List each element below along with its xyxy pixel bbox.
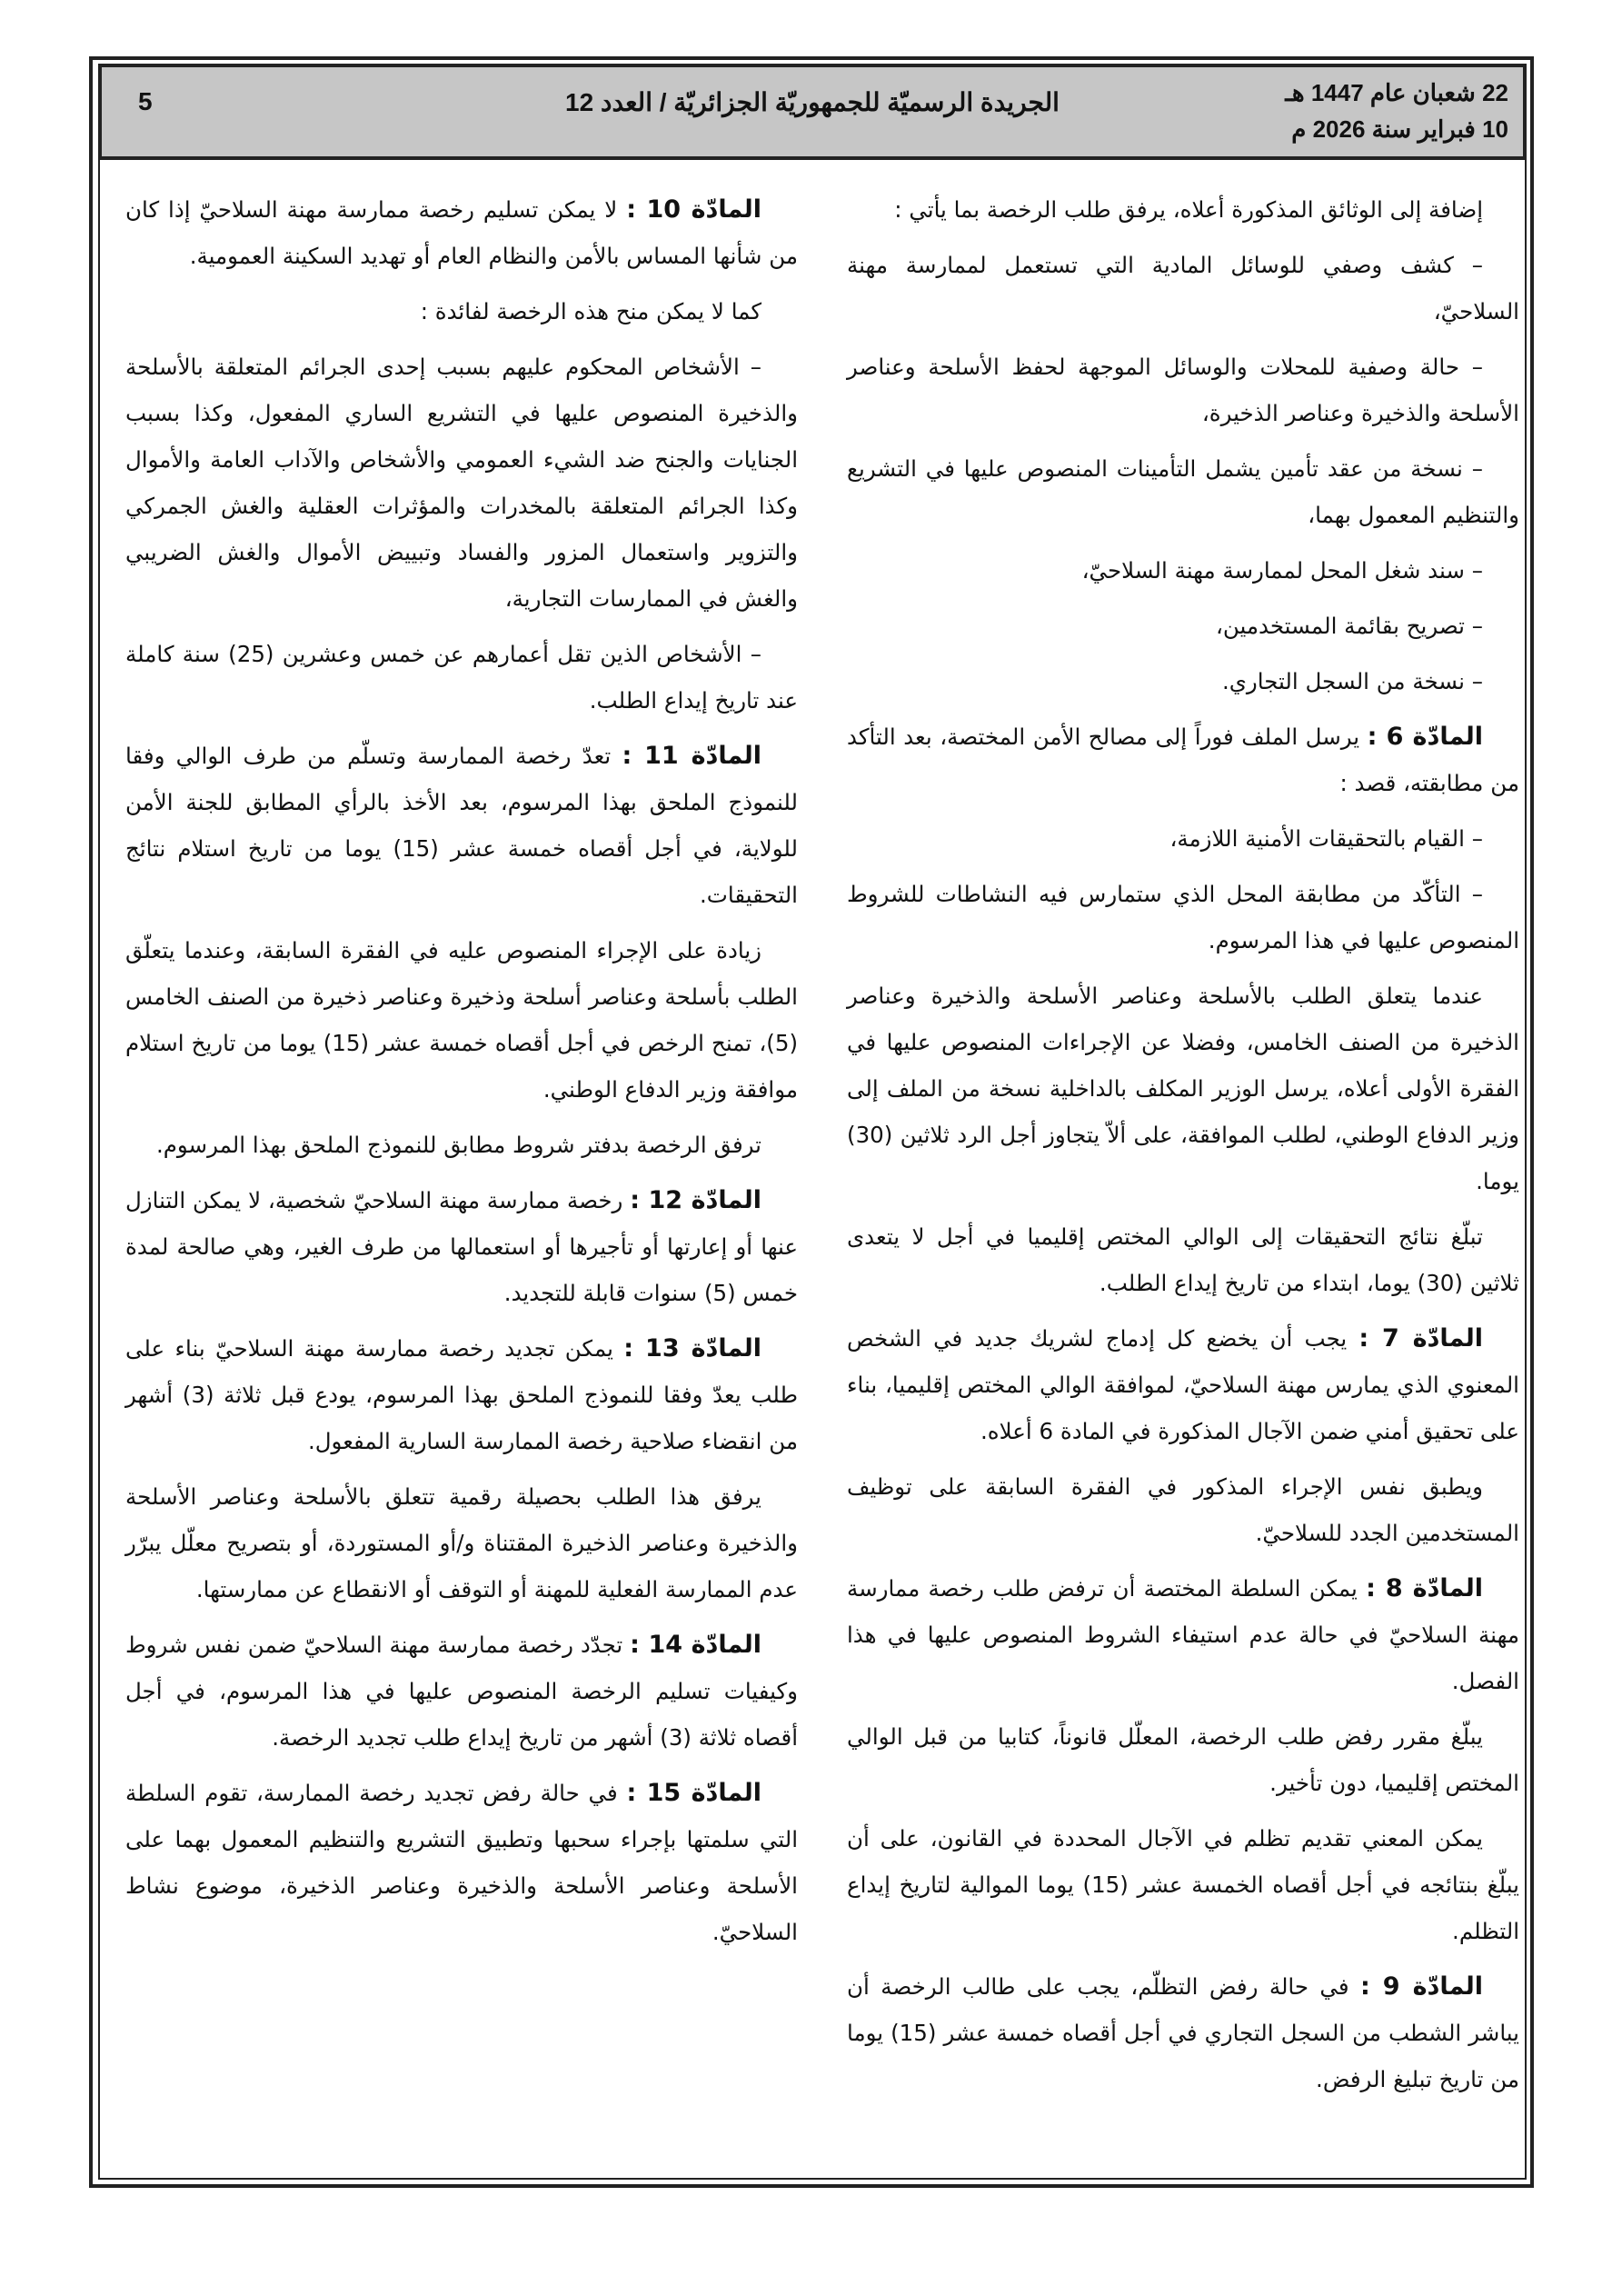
article-label: المادّة 7 :	[1358, 1324, 1484, 1353]
paragraph-text: رخصة ممارسة مهنة السلاحيّ شخصية، لا يمكن التنازل عنها أو إعارتها أو تأجيرها أو استعمالها من طرف الغير، وهي صالحة لمدة خمس (5) سنوات قابلة للتجديد.	[125, 1187, 798, 1306]
paragraph-text: – سند شغل المحل لممارسة مهنة السلاحيّ،	[1081, 557, 1483, 584]
paragraph	[847, 1213, 1519, 1306]
article-label: المادّة 10 :	[626, 195, 762, 224]
article-paragraph	[847, 1565, 1519, 1704]
paragraph-text: تبلّغ نتائج التحقيقات إلى الوالي المختص إقليميا في أجل لا يتعدى ثلاثين (30) يوما، ابتداء من تاريخ إيداع الطلب.	[847, 1223, 1519, 1296]
paragraph-text: – التأكّد من مطابقة المحل الذي ستمارس فيه النشاطات للشروط المنصوص عليها في هذا المرسوم.	[847, 881, 1519, 953]
paragraph-text: يمكن المعني تقديم تظلم في الآجال المحددة في القانون، على أن يبلّغ بنتائجه في أجل أقصاه الخمسة عشر (15) يوما الموالية لتاريخ إيداع التظلم.	[847, 1825, 1519, 1944]
gregorian-date: 10 فبراير سنة 2026 م	[1291, 115, 1508, 143]
article-label: المادّة 8 :	[1366, 1574, 1484, 1602]
paragraph-text: يمكن السلطة المختصة أن ترفض طلب رخصة ممارسة مهنة السلاحيّ في حالة عدم استيفاء الشروط المنصوص عليها في هذا الفصل.	[847, 1575, 1519, 1694]
paragraph-text: – تصريح بقائمة المستخدمين،	[1215, 613, 1483, 639]
article-paragraph	[125, 1622, 798, 1761]
paragraph	[847, 186, 1519, 233]
paragraph	[847, 815, 1519, 862]
article-label: المادّة 6 :	[1367, 723, 1483, 751]
paragraph	[125, 344, 798, 622]
paragraph	[847, 547, 1519, 594]
paragraph	[125, 1473, 798, 1612]
paragraph	[847, 973, 1519, 1204]
paragraph	[847, 242, 1519, 334]
paragraph-text: تعدّ رخصة الممارسة وتسلّم من طرف الوالي وفقا للنموذج الملحق بهذا المرسوم، بعد الأخذ بالرأي المطابق للجنة الأمن للولاية، في أجل أقصاه خمسة عشر (15) يوما من تاريخ استلام نتائج التحقيقات.	[125, 743, 798, 908]
paragraph-text: يرسل الملف فوراً إلى مصالح الأمن المختصة، بعد التأكد من مطابقته، قصد :	[847, 724, 1519, 796]
paragraph	[847, 871, 1519, 963]
article-paragraph	[125, 1325, 798, 1464]
paragraph-text: – الأشخاص الذين تقل أعمارهم عن خمس وعشرين (25) سنة كاملة عند تاريخ إيداع الطلب.	[125, 641, 798, 714]
paragraph-text: – حالة وصفية للمحلات والوسائل الموجهة لحفظ الأسلحة وعناصر الأسلحة والذخيرة وعناصر الذخيرة،	[847, 354, 1519, 426]
paragraph	[847, 1463, 1519, 1556]
paragraph-text: يرفق هذا الطلب بحصيلة رقمية تتعلق بالأسلحة وعناصر الأسلحة والذخيرة وعناصر الذخيرة المقتناة و/أو المستوردة، أو بتصريح معلّل يبرّر عدم الممارسة الفعلية للمهنة أو التوقف أو الانقطاع عن ممارستها.	[125, 1483, 798, 1602]
paragraph	[847, 658, 1519, 704]
paragraph-text: في حالة رفض التظلّم، يجب على طالب الرخصة أن يباشر الشطب من السجل التجاري في أجل أقصاه خمسة عشر (15) يوما من تاريخ تبليغ الرفض.	[847, 1973, 1519, 2092]
paragraph-text: – القيام بالتحقيقات الأمنية اللازمة،	[1169, 825, 1483, 852]
paragraph-text: كما لا يمكن منح هذه الرخصة لفائدة :	[420, 298, 761, 324]
paragraph	[125, 1122, 798, 1168]
article-label: المادّة 11 :	[622, 742, 761, 770]
article-label: المادّة 12 :	[630, 1186, 762, 1214]
paragraph-text: يبلّغ مقرر رفض طلب الرخصة، المعلّل قانوناً، كتابيا من قبل الوالي المختص إقليميا، دون تأخير.	[847, 1723, 1519, 1796]
paragraph	[125, 927, 798, 1113]
gazette-title: الجريدة الرسميّة للجمهوريّة الجزائريّة / العدد 12	[565, 88, 1060, 116]
article-paragraph	[125, 1177, 798, 1316]
right-column	[847, 186, 1519, 2111]
article-paragraph	[125, 186, 798, 279]
article-label: المادّة 13 :	[623, 1334, 762, 1363]
article-label: المادّة 14 :	[630, 1631, 762, 1659]
paragraph-text: – نسخة من عقد تأمين يشمل التأمينات المنصوص عليها في التشريع والتنظيم المعمول بهما،	[847, 455, 1519, 528]
paragraph	[847, 1713, 1519, 1806]
article-paragraph	[847, 714, 1519, 806]
paragraph	[847, 344, 1519, 436]
article-paragraph	[847, 1315, 1519, 1454]
article-paragraph	[125, 733, 798, 918]
left-column	[125, 186, 798, 1964]
paragraph	[847, 1815, 1519, 1954]
article-paragraph	[125, 1770, 798, 1955]
article-label: المادّة 15 :	[626, 1779, 761, 1807]
paragraph-text: ترفق الرخصة بدفتر شروط مطابق للنموذج الملحق بهذا المرسوم.	[155, 1132, 761, 1158]
paragraph-text: زيادة على الإجراء المنصوص عليه في الفقرة السابقة، وعندما يتعلّق الطلب بأسلحة وعناصر أسلحة وذخيرة وعناصر ذخيرة من الصنف الخامس (5)، تمنح الرخص في أجل أقصاه خمسة عشر (15) يوما من تاريخ استلام موافقة وزير الدفاع الوطني.	[125, 937, 799, 1103]
paragraph-text: في حالة رفض تجديد رخصة الممارسة، تقوم السلطة التي سلمتها بإجراء سحبها وتطبيق التشريع والتنظيم المعمول بهما على الأسلحة وعناصر الأسلحة والذخيرة وعناصر الذخيرة، موضوع نشاط السلاحيّ.	[125, 1780, 798, 1945]
paragraph-text: يمكن تجديد رخصة ممارسة مهنة السلاحيّ بناء على طلب يعدّ وفقا للنموذج الملحق بهذا المرسوم، يودع قبل ثلاثة (3) أشهر من انقضاء صلاحية رخصة الممارسة السارية المفعول.	[125, 1335, 798, 1454]
gazette-header	[98, 64, 1527, 160]
paragraph-text: تجدّد رخصة ممارسة مهنة السلاحيّ ضمن نفس شروط وكيفيات تسليم الرخصة المنصوص عليها في هذا المرسوم، في أجل أقصاه ثلاثة (3) أشهر من تاريخ إيداع طلب تجديد الرخصة.	[125, 1632, 798, 1751]
hijri-date: 22 شعبان عام 1447 هـ	[1285, 79, 1508, 106]
article-label: المادّة 9 :	[1359, 1972, 1484, 2001]
paragraph	[847, 603, 1519, 649]
paragraph-text: – كشف وصفي للوسائل المادية التي تستعمل لممارسة مهنة السلاحيّ،	[847, 252, 1519, 324]
paragraph-text: – الأشخاص المحكوم عليهم بسبب إحدى الجرائم المتعلقة بالأسلحة والذخيرة المنصوص عليها في التشريع الساري المفعول، وكذا بسبب الجنايات والجنح ضد الشيء العمومي والأشخاص والآداب العامة والأموال وكذا الجرائم المتعلقة بالمخدرات والمؤثرات العقلية والغش الجمركي والتزوير واستعمال المزور والفساد وتبييض الأموال والغش الضريبي والغش في الممارسات التجارية،	[125, 354, 798, 612]
paragraph-text: إضافة إلى الوثائق المذكورة أعلاه، يرفق طلب الرخصة بما يأتي :	[894, 196, 1483, 223]
page-number: 5	[138, 87, 153, 115]
article-paragraph	[847, 1963, 1519, 2102]
paragraph-text: عندما يتعلق الطلب بالأسلحة وعناصر الأسلحة والذخيرة وعناصر الذخيرة من الصنف الخامس، وفضلا عن الإجراءات المنصوص عليها في الفقرة الأولى أعلاه، يرسل الوزير المكلف بالداخلية نسخة من الملف إلى وزير الدفاع الوطني، لطلب الموافقة، على ألاّ يتجاوز أجل الرد ثلاثين (30) يوما.	[847, 983, 1519, 1194]
paragraph	[125, 631, 798, 724]
paragraph	[847, 445, 1519, 538]
paragraph	[125, 288, 798, 334]
paragraph-text: يجب أن يخضع كل إدماج لشريك جديد في الشخص المعنوي الذي يمارس مهنة السلاحيّ، لموافقة الوالي المختص إقليميا، بناء على تحقيق أمني ضمن الآجال المذكورة في المادة 6 أعلاه.	[847, 1325, 1519, 1444]
paragraph-text: ويطبق نفس الإجراء المذكور في الفقرة السابقة على توظيف المستخدمين الجدد للسلاحيّ.	[847, 1473, 1519, 1546]
paragraph-text: لا يمكن تسليم رخصة ممارسة مهنة السلاحيّ إذا كان من شأنها المساس بالأمن والنظام العام أو تهديد السكينة العمومية.	[125, 196, 798, 269]
paragraph-text: – نسخة من السجل التجاري.	[1221, 668, 1483, 694]
